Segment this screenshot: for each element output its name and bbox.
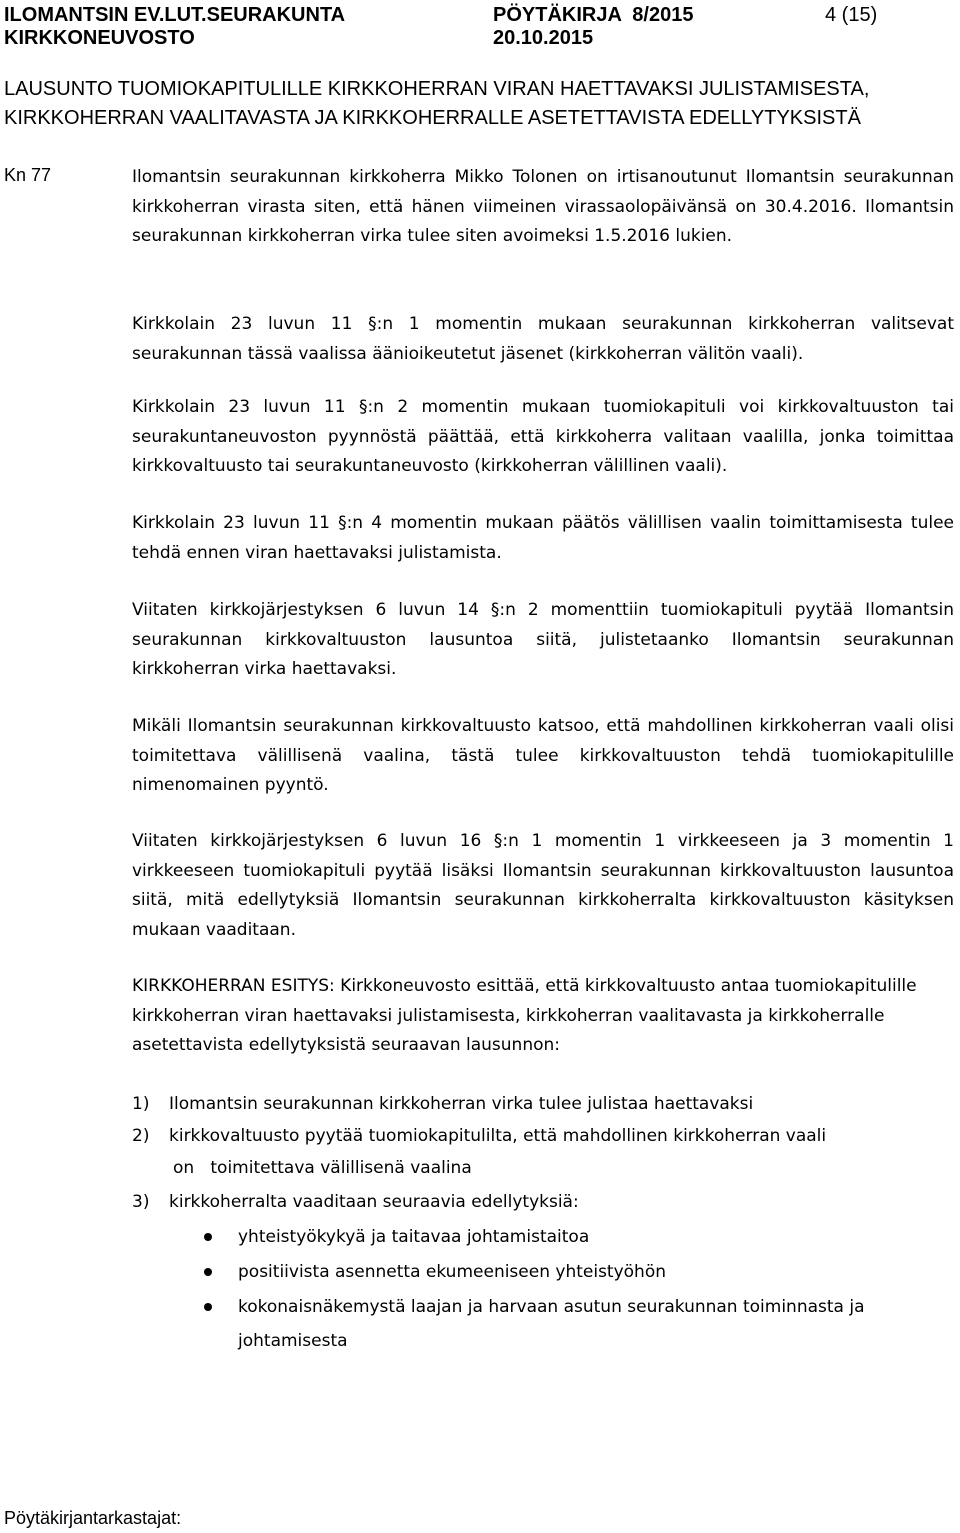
item-text: kirkkoherralta vaaditaan seuraavia edellytyksiä: bbox=[169, 1192, 579, 1212]
paragraph-4 bbox=[132, 509, 954, 568]
bullet-text: positiivista asennetta ekumeeniseen yhteistyöhön bbox=[238, 1262, 667, 1282]
item-text: Ilomantsin seurakunnan kirkkoherran virka tulee julistaa haettavaksi bbox=[169, 1094, 754, 1114]
parish-name: ILOMANTSIN EV.LUT.SEURAKUNTA bbox=[4, 4, 346, 26]
paragraph-text: Kirkkolain 23 luvun 11 §:n 4 momentin mukaan päätös välillisen vaalin toimittamisesta tulee tehdä ennen viran haettavaksi julistamista. bbox=[132, 513, 954, 563]
document-type: PÖYTÄKIRJA 8/2015 bbox=[493, 4, 694, 26]
bullet-dot-icon bbox=[204, 1268, 212, 1276]
paragraph-text: Ilomantsin seurakunnan kirkkoherra Mikko Tolonen on irtisanoutunut Ilomantsin seurakunnan kirkkoherran virasta siten, että hänen viimeinen virassaolopäivänsä on 30.4.2016. Ilomantsin seurakunnan kirkkoherran virka tulee siten avoimeksi 1.5.2016 lukien. bbox=[132, 167, 954, 246]
title-line-2: KIRKKOHERRAN VAALITAVASTA JA KIRKKOHERRALLE ASETETTAVISTA EDELLYTYKSISTÄ bbox=[4, 107, 861, 129]
bullet-text: kokonaisnäkemystä laajan ja harvaan asutun seurakunnan toiminnasta ja johtamisesta bbox=[238, 1297, 865, 1351]
paragraph-7 bbox=[132, 827, 954, 945]
paragraph-text: Mikäli Ilomantsin seurakunnan kirkkovaltuusto katsoo, että mahdollinen kirkkoherran vaali olisi toimitettava välillisenä vaalina, tästä tulee kirkkovaltuuston tehdä tuomiokapitulille nimenomainen pyyntö. bbox=[132, 716, 954, 795]
item-number: 2) bbox=[132, 1126, 150, 1146]
item-number: 3) bbox=[132, 1192, 150, 1212]
body-name: KIRKKONEUVOSTO bbox=[4, 27, 195, 49]
section-number: Kn 77 bbox=[4, 165, 52, 185]
paragraph-2 bbox=[132, 310, 954, 369]
bullet-text: yhteistyökykyä ja taitavaa johtamistaitoa bbox=[238, 1227, 590, 1247]
paragraph-6 bbox=[132, 712, 954, 801]
paragraph-text: Kirkkolain 23 luvun 11 §:n 2 momentin mukaan tuomiokapituli voi kirkkovaltuuston tai seurakuntaneuvoston pyynnöstä päättää, että kirkkoherra valitaan vaalilla, jonka toimittaa kirkkovaltuusto tai seurakuntaneuvosto (kirkkoherran välillinen vaali). bbox=[132, 397, 954, 476]
bullet-dot-icon bbox=[204, 1303, 212, 1311]
numbered-item-continuation: on toimitettava välillisenä vaalina bbox=[173, 1158, 472, 1178]
proposal-label: KIRKKOHERRAN ESITYS: bbox=[132, 976, 335, 996]
paragraph-text: Viitaten kirkkojärjestyksen 6 luvun 16 §:n 1 momentin 1 virkkeeseen ja 3 momentin 1 virkkeeseen tuomiokapituli pyytää lisäksi Ilomantsin seurakunnan kirkkovaltuuston lausuntoa siitä, mitä edellytyksiä Ilomantsin seurakunnan kirkkoherralta kirkkovaltuuston käsityksen mukaan vaaditaan. bbox=[132, 831, 954, 940]
title-line-1: LAUSUNTO TUOMIOKAPITULILLE KIRKKOHERRAN VIRAN HAETTAVAKSI JULISTAMISESTA, bbox=[4, 78, 870, 100]
paragraph-5 bbox=[132, 596, 954, 685]
paragraph-3 bbox=[132, 393, 954, 482]
page-number: 4 (15) bbox=[825, 4, 878, 26]
meeting-date: 20.10.2015 bbox=[493, 27, 594, 49]
paragraph-text: Viitaten kirkkojärjestyksen 6 luvun 14 §:n 2 momenttiin tuomiokapituli pyytää Ilomantsin seurakunnan kirkkovaltuuston lausuntoa siitä, julistetaanko Ilomantsin seurakunnan kirkkoherran virka haettavaksi. bbox=[132, 600, 954, 679]
item-text: kirkkovaltuusto pyytää tuomiokapitulilta, että mahdollinen kirkkoherran vaali bbox=[169, 1126, 827, 1146]
paragraph-text: Kirkkolain 23 luvun 11 §:n 1 momentin mukaan seurakunnan kirkkoherran valitsevat seurakunnan tässä vaalissa äänioikeutetut jäsenet (kirkkoherran välitön vaali). bbox=[132, 314, 954, 364]
paragraph-1 bbox=[132, 163, 954, 252]
proposal bbox=[132, 972, 954, 1061]
bullet-dot-icon bbox=[204, 1233, 212, 1241]
footer-label: Pöytäkirjantarkastajat: bbox=[4, 1508, 182, 1528]
proposal-text: Kirkkoneuvosto esittää, että kirkkovaltuusto antaa tuomiokapitulille kirkkoherran viran haettavaksi julistamisesta, kirkkoherran vaalitavasta ja kirkkoherralle asetettavista edellytyksistä seuraavan lausunnon: bbox=[132, 976, 917, 1055]
item-number: 1) bbox=[132, 1094, 150, 1114]
